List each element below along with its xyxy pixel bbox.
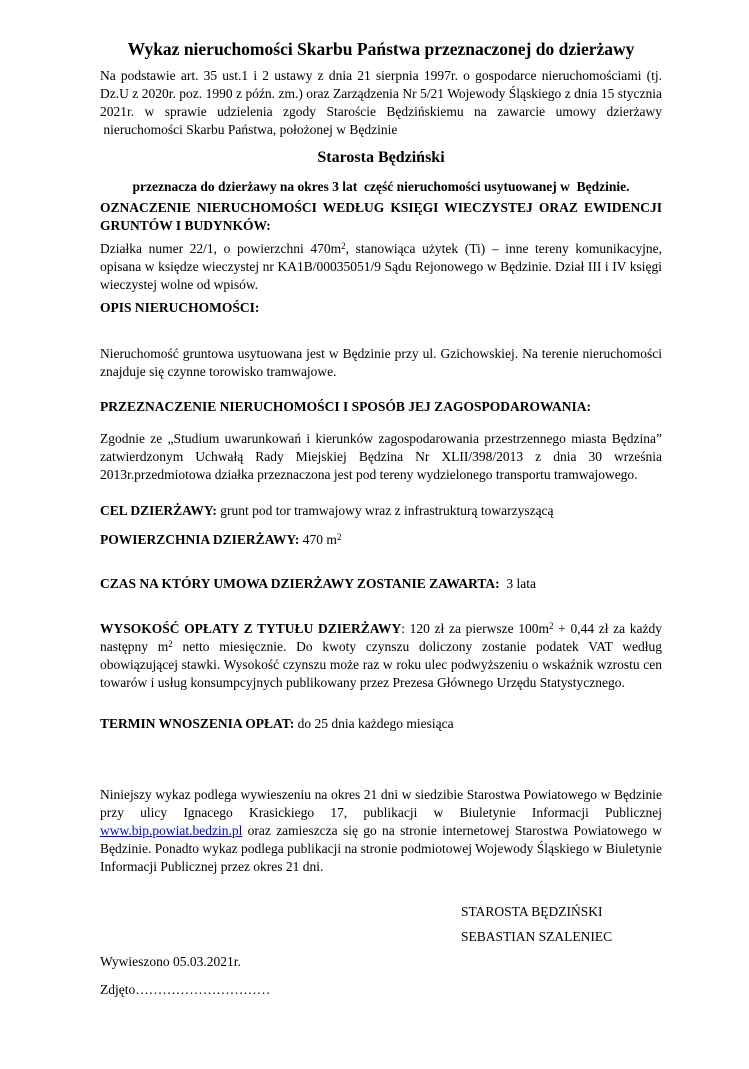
lease-term-label: CZAS NA KTÓRY UMOWA DZIERŻAWY ZOSTANIE ZAWARTA: <box>100 576 500 591</box>
fee-text-2: + 0,44 zł za każdy następny m <box>100 621 663 654</box>
signatory-role: STAROSTA BĘDZIŃSKI <box>461 904 603 919</box>
payment-deadline-row <box>100 715 662 733</box>
designation-section-heading: OZNACZENIE NIERUCHOMOŚCI WEDŁUG KSIĘGI WIECZYSTEJ ORAZ EWIDENCJI GRUNTÓW I BUDYNKÓW: <box>100 200 662 233</box>
fee-text-3: netto miesięcznie. Do kwoty czynszu doliczony zostanie podatek VAT według obowiązującej stawki. Wysokość czynszu może raz w roku ulec podwyższeniu o wskaźnik wzrostu cen towarów i usług konsumpcyjnych publikowany przez Prezesa Głównego Urzędu Statystycznego. <box>100 639 662 690</box>
signatory-name: SEBASTIAN SZALENIEC <box>461 929 613 944</box>
purpose-paragraph: Zgodnie ze „Studium uwarunkowań i kierunków zagospodarowania przestrzennego miasta Będzina” zatwierdzonym Uchwałą Rady Miejskiej Będzina Nr XLII/398/2013 z dnia 30 września 2013r.przedmiotowa działka przeznaczona jest pod tereny wydzielonego transportu tramwajowego. <box>100 431 662 482</box>
publication-text-1: Niniejszy wykaz podlega wywieszeniu na okres 21 dni w siedzibie Starostwa Powiatowego w Będzinie przy ulicy Ignacego Krasickiego 17, publikacji w Biuletynie Informacji Publicznej <box>100 787 662 820</box>
decision-line: przeznacza do dzierżawy na okres 3 lat część nieruchomości usytuowanej w Będzinie. <box>132 179 630 194</box>
publication-paragraph <box>100 786 662 876</box>
fee-label: WYSOKOŚĆ OPŁATY Z TYTUŁU DZIERŻAWY <box>100 621 402 636</box>
posted-date-line: Wywieszono 05.03.2021r. <box>100 954 241 969</box>
lease-goal-label: CEL DZIERŻAWY: <box>100 503 217 518</box>
lease-area-row <box>100 531 662 549</box>
designation-text-1: Działka numer 22/1, o powierzchni 470m <box>100 241 342 256</box>
purpose-section-heading: PRZEZNACZENIE NIERUCHOMOŚCI I SPOSÓB JEJ ZAGOSPODAROWANIA: <box>100 399 591 414</box>
superscript-2: 2 <box>336 532 342 542</box>
bip-website-link[interactable]: www.bip.powiat.bedzin.pl <box>100 823 243 838</box>
superscript-2: 2 <box>168 639 173 649</box>
payment-deadline-label: TERMIN WNOSZENIA OPŁAT: <box>100 716 295 731</box>
lease-term-row <box>100 575 662 593</box>
lease-area-value: 470 m <box>299 532 337 547</box>
signature-block <box>461 904 662 945</box>
lease-area-label: POWIERZCHNIA DZIERŻAWY: <box>100 532 300 547</box>
legal-basis-paragraph: Na podstawie art. 35 ust.1 i 2 ustawy z dnia 21 sierpnia 1997r. o gospodarce nieruchomościami (tj. Dz.U z 2020r. poz. 1990 z późn. zm.) oraz Zarządzenia Nr 5/21 Wojewody Śląskiego z dnia 15 stycznia 2021r. w sprawie udzielenia zgody Staroście Będzińskiemu na zawarcie umowy dzierżawy nieruchomości Skarbu Państwa, położonej w Będzinie <box>100 68 662 137</box>
description-paragraph: Nieruchomość gruntowa usytuowana jest w Będzinie przy ul. Gzichowskiej. Na terenie nieruchomości znajduje się czynne torowisko tramwajowe. <box>100 346 662 379</box>
fee-text-1: : 120 zł za pierwsze 100m <box>401 621 549 636</box>
publication-text-2: oraz zamieszcza się go na stronie internetowej Starostwa Powiatowego w Będzinie. Ponadto wykaz podlega publikacji na stronie podmiotowej Wojewody Śląskiego w Biuletynie Informacji Publicznej przez okres 21 dni. <box>100 823 662 874</box>
designation-paragraph <box>100 240 662 294</box>
removed-date-line: Zdjęto………………………… <box>100 982 271 997</box>
description-section-heading: OPIS NIERUCHOMOŚCI: <box>100 300 260 315</box>
fee-paragraph <box>100 620 662 692</box>
payment-deadline-value: do 25 dnia każdego miesiąca <box>294 716 454 731</box>
authority-heading: Starosta Będziński <box>317 149 445 166</box>
lease-goal-row <box>100 502 662 520</box>
lease-goal-value: grunt pod tor tramwajowy wraz z infrastrukturą towarzyszącą <box>216 503 554 518</box>
document-title: Wykaz nieruchomości Skarbu Państwa przeznaczonej do dzierżawy <box>127 39 635 59</box>
designation-text-2: , stanowiąca użytek (Ti) – inne tereny komunikacyjne, opisana w księdze wieczystej nr KA1B/00035051/9 Sądu Rejonowego w Będzinie. Dział III i IV księgi wieczystej wolne od wpisów. <box>100 241 662 292</box>
superscript-2: 2 <box>341 241 346 251</box>
lease-term-value: 3 lata <box>499 576 536 591</box>
superscript-2: 2 <box>549 621 554 631</box>
